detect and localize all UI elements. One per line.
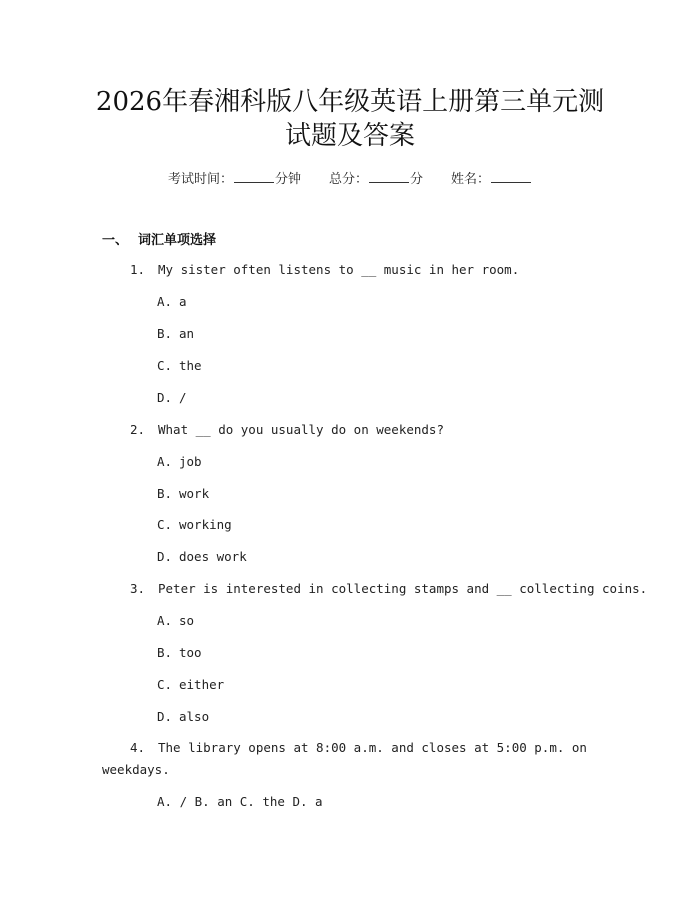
score-unit: 分 <box>410 172 424 187</box>
option-4-inline: A. / B. an C. the D. a <box>157 794 323 809</box>
name-blank <box>491 170 531 183</box>
score-blank <box>369 170 409 183</box>
question-2 <box>130 422 444 437</box>
exam-info-line <box>0 168 700 187</box>
question-text: My sister often listens to __ music in her room. <box>158 262 520 277</box>
option-3d: D. also <box>157 709 210 724</box>
name-label: 姓名： <box>451 172 491 187</box>
option-1b: B. an <box>157 326 195 341</box>
option-2a: A. job <box>157 454 202 469</box>
question-4-continued: weekdays. <box>102 762 170 777</box>
section-title: 词汇单项选择 <box>138 233 217 248</box>
question-text: Peter is interested in collecting stamps and __ collecting coins. <box>158 581 648 596</box>
option-1a: A. a <box>157 294 187 309</box>
option-2d: D. does work <box>157 549 247 564</box>
option-1c: C. the <box>157 358 202 373</box>
question-number: 2. <box>130 422 146 437</box>
document-title-line-1: 2026年春湘科版八年级英语上册第三单元测 <box>95 87 605 117</box>
question-number: 4. <box>130 740 146 755</box>
option-3b: B. too <box>157 645 202 660</box>
question-number: 1. <box>130 262 146 277</box>
document-title-line-2: 试题及答案 <box>284 121 415 151</box>
question-1 <box>130 262 519 277</box>
option-1d: D. / <box>157 390 187 405</box>
option-3a: A. so <box>157 613 195 628</box>
time-blank <box>234 170 274 183</box>
question-3 <box>130 581 647 596</box>
time-unit: 分钟 <box>274 172 301 187</box>
section-number: 一、 <box>102 233 129 248</box>
section-heading <box>102 229 216 248</box>
score-label: 总分： <box>328 172 368 187</box>
question-number: 3. <box>130 581 146 596</box>
option-3c: C. either <box>157 677 225 692</box>
question-text-line-1: The library opens at 8:00 a.m. and closes at 5:00 p.m. on <box>158 740 587 755</box>
question-text: What __ do you usually do on weekends? <box>158 422 444 437</box>
question-4 <box>130 740 587 755</box>
time-label: 考试时间： <box>167 172 233 187</box>
option-2b: B. work <box>157 486 210 501</box>
option-2c: C. working <box>157 517 232 532</box>
